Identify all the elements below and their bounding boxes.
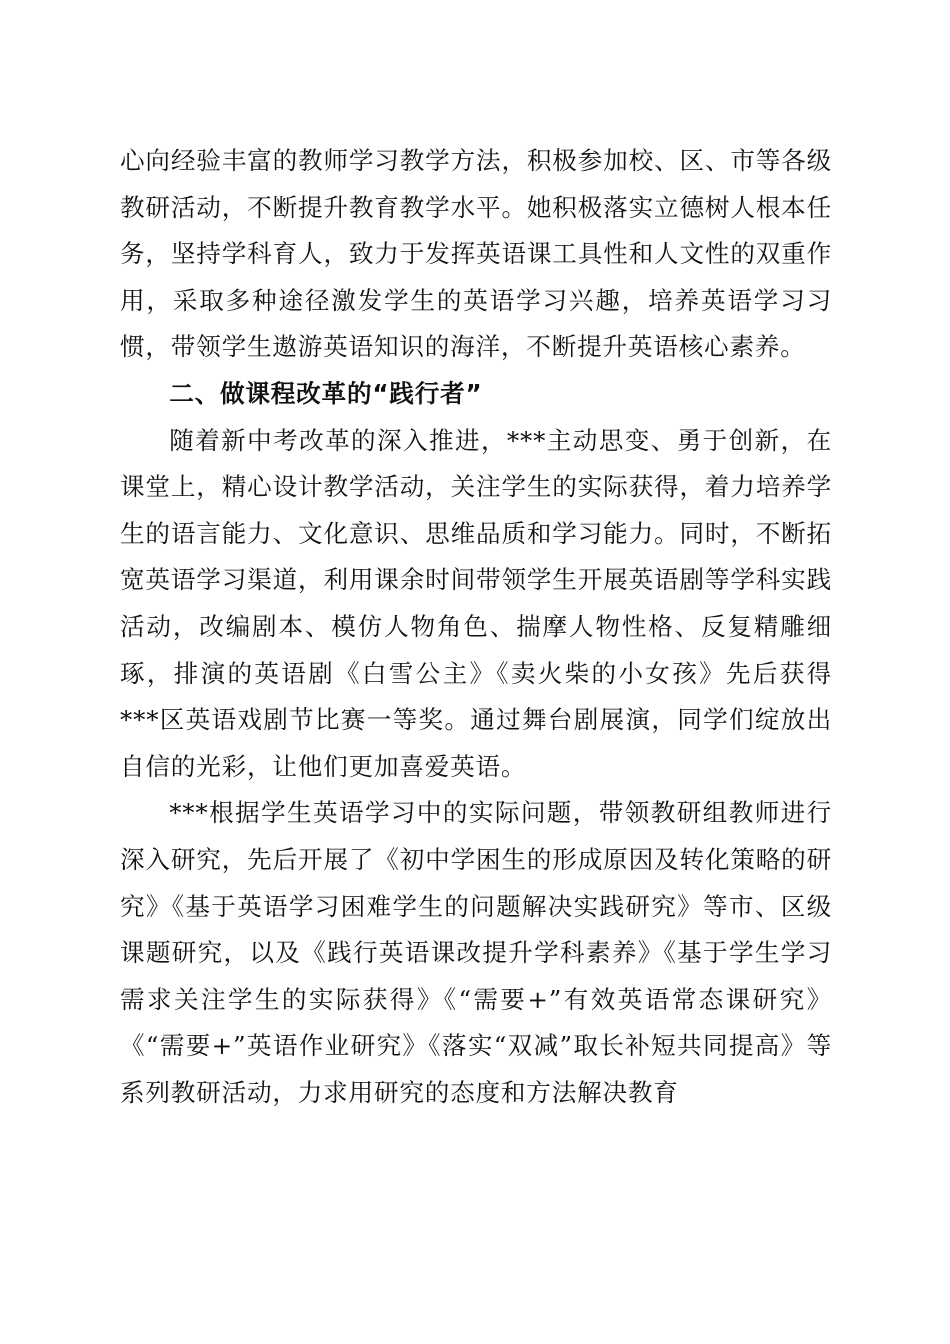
paragraph-research: ***根据学生英语学习中的实际问题，带领教研组教师进行深入研究，先后开展了《初中学困生的形成原因及转化策略的研究》《基于英语学习困难学生的问题解决实践研究》等市、区级课题研究，以及《践行英语课改提升学科素养》《基于学生学习需求关注学生的实际获得》《“需要+”有效英语常态课研究》《“需要+”英语作业研究》《落实“双减”取长补短共同提高》等系列教研活动，力求用研究的态度和方法解决教育 [120, 798, 832, 1107]
paragraph-continued: 心向经验丰富的教师学习教学方法，积极参加校、区、市等各级教研活动，不断提升教育教学水平。她积极落实立德树人根本任务，坚持学科育人，致力于发挥英语课工具性和人文性的双重作用，采取多种途径激发学生的英语学习兴趣，培养英语学习习惯，带领学生遨游英语知识的海洋，不断提升英语核心素养。 [120, 146, 832, 362]
section-heading-2: 二、做课程改革的“践行者” [169, 378, 483, 408]
paragraph-reform: 随着新中考改革的深入推进，***主动思变、勇于创新，在课堂上，精心设计教学活动，关注学生的实际获得，着力培养学生的语言能力、文化意识、思维品质和学习能力。同时，不断拓宽英语学习渠道，利用课余时间带领学生开展英语剧等学科实践活动，改编剧本、模仿人物角色、揣摩人物性格、反复精雕细琢，排演的英语剧《白雪公主》《卖火柴的小女孩》先后获得***区英语戏剧节比赛一等奖。通过舞台剧展演，同学们绽放出自信的光彩，让他们更加喜爱英语。 [120, 425, 832, 781]
document-body [120, 138, 832, 1116]
